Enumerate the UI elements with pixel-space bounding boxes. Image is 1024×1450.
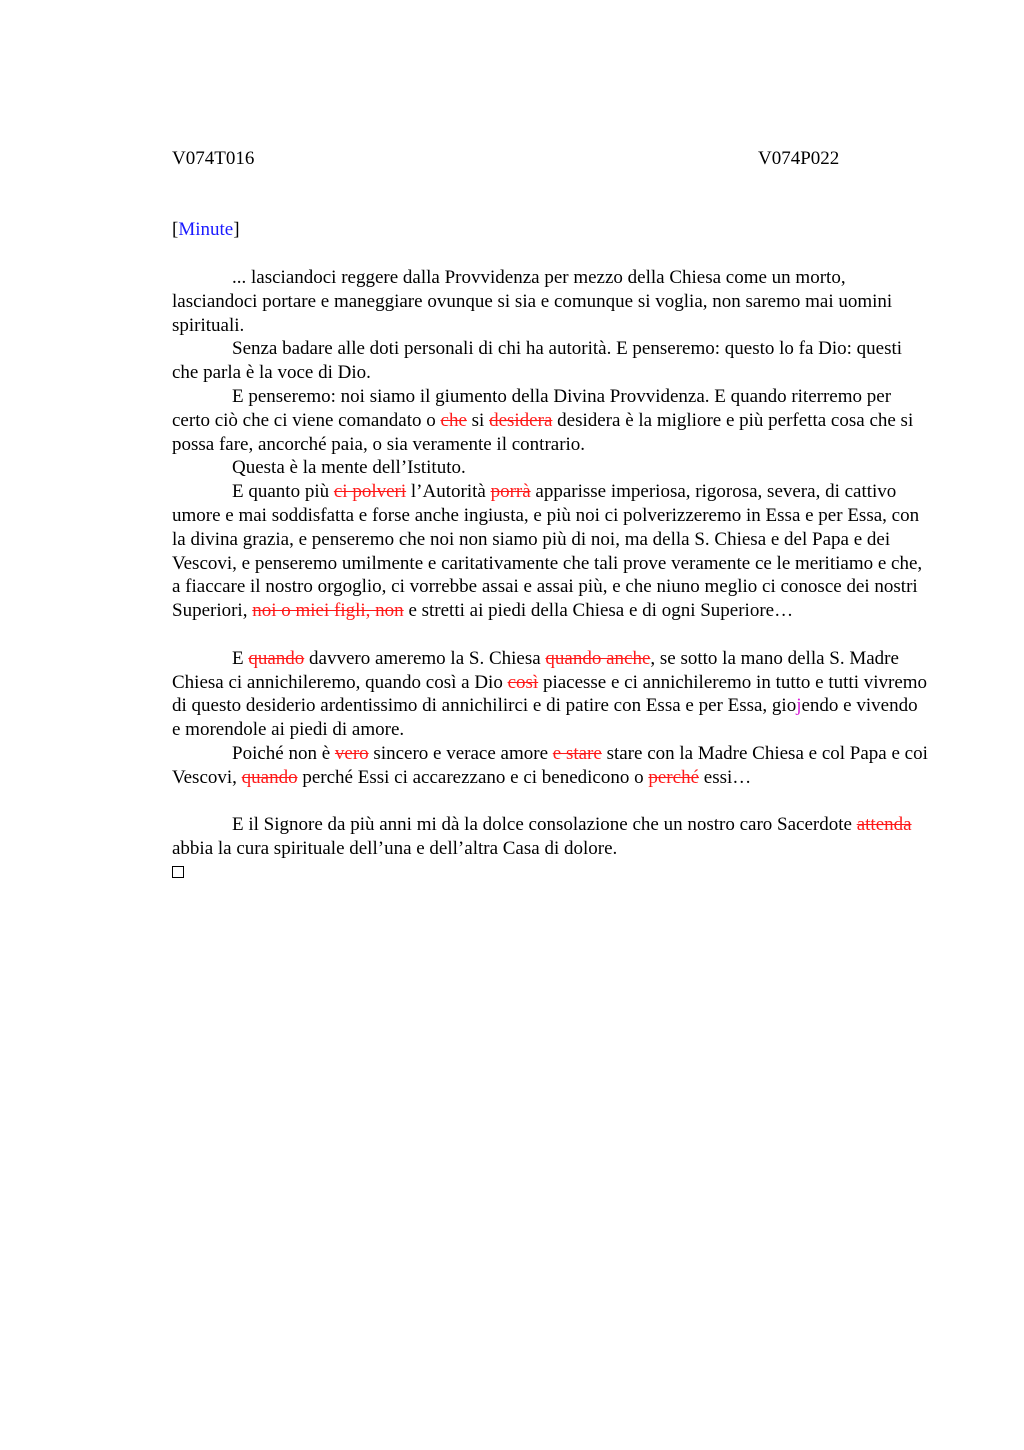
page-header (172, 147, 844, 171)
deleted-text: quando (241, 766, 298, 788)
paragraph-8 (172, 813, 928, 861)
paragraph-6 (172, 647, 928, 742)
text-segment: apparisse imperiosa, rigorosa, severa, di cattivo umore e mai soddisfatta e forse anche ingiusta, e più noi ci polverizzeremo in Essa e per Essa, con la divina grazia, e penseremo che noi non siamo più di noi, ma della S. Chiesa e del Papa e dei Vescovi, e penseremo umilmente e caritativamente che tali prove veramente ce le meritiamo e che, a fiaccare il nostro orgoglio, ci vorrebbe assai e assai più, e che niuno meglio ci conosce dei nostri Superiori, (172, 481, 923, 622)
section-label (172, 218, 240, 242)
deleted-text: e stare (552, 742, 602, 764)
text-segment: Senza badare alle doti personali di chi ha autorità. E penseremo: questo lo fa Dio: questi che parla è la voce di Dio. (172, 338, 903, 384)
empty-square-icon (172, 866, 184, 878)
text-segment: essi… (699, 766, 752, 788)
deleted-text: desidera (489, 409, 553, 431)
deleted-text: così (507, 671, 539, 693)
text-segment: si (466, 409, 490, 431)
deleted-text: che (440, 409, 467, 431)
text-segment: Questa è la mente dell’Istituto. (232, 457, 466, 479)
paragraph-gap (172, 623, 928, 647)
paragraph-5 (172, 480, 928, 623)
text-segment: sincero e verace amore (368, 742, 553, 764)
text-segment: ... lasciandoci reggere dalla Provvidenza per mezzo della Chiesa come un morto, lasciandoci portare e maneggiare ovunque si sia e comunque si voglia, non saremo mai uomini spirituali. (172, 267, 893, 336)
text-segment: e stretti ai piedi della Chiesa e di ogni Superiore… (403, 600, 794, 622)
text-segment: endo e vivendo e morendole ai piedi di amore. (172, 695, 918, 741)
deleted-text: noi o miei figli, non (252, 600, 404, 622)
document-body (172, 266, 928, 878)
text-segment: E penseremo: noi siamo il giumento della Divina Provvidenza. E quando riterremo per certo ciò che ci viene comandato o (172, 385, 892, 431)
text-segment: davvero ameremo la S. Chiesa (304, 647, 546, 669)
text-segment: desidera è la migliore e più perfetta cosa che si possa fare, ancorché paia, o sia veramente il contrario. (172, 409, 914, 455)
text-segment: l’Autorità (406, 481, 491, 503)
paragraph-7 (172, 742, 928, 790)
document-code-right: V074P022 (758, 148, 840, 169)
text-segment: piacesse e ci annichileremo in tutto e tutti vivremo di questo desiderio ardentissimo di annichilirci e di patire con Essa e per Essa, gio (172, 671, 928, 717)
text-segment: E quanto più (232, 481, 334, 503)
deleted-text: attenda (856, 814, 912, 836)
label-text: Minute (178, 219, 234, 240)
text-segment: E il Signore da più anni mi dà la dolce consolazione che un nostro caro Sacerdote (232, 814, 857, 836)
deleted-text: quando anche (545, 647, 651, 669)
text-segment: E (232, 647, 249, 669)
paragraph-1 (172, 266, 928, 337)
paragraph-4 (172, 456, 928, 480)
inserted-text: j (796, 695, 802, 717)
paragraph-gap (172, 790, 928, 814)
text-segment: perché Essi ci accarezzano e ci benedicono o (297, 766, 649, 788)
deleted-text: vero (334, 742, 369, 764)
text-segment: , se sotto la mano della S. Madre Chiesa ci annichileremo, quando così a Dio (172, 647, 899, 693)
label-open-bracket: [ (172, 219, 179, 240)
deleted-text: perché (648, 766, 700, 788)
text-segment: abbia la cura spirituale dell’una e dell’altra Casa di dolore. (172, 838, 618, 860)
document-code-left: V074T016 (172, 148, 255, 169)
label-close-bracket: ] (233, 219, 240, 240)
deleted-text: porrà (490, 481, 531, 503)
text-segment: Poiché non è (232, 742, 335, 764)
deleted-text: ci polveri (333, 481, 407, 503)
paragraph-2 (172, 337, 928, 385)
deleted-text: quando (248, 647, 305, 669)
paragraph-3 (172, 385, 928, 456)
text-segment: stare con la Madre Chiesa e col Papa e coi Vescovi, (172, 742, 928, 788)
